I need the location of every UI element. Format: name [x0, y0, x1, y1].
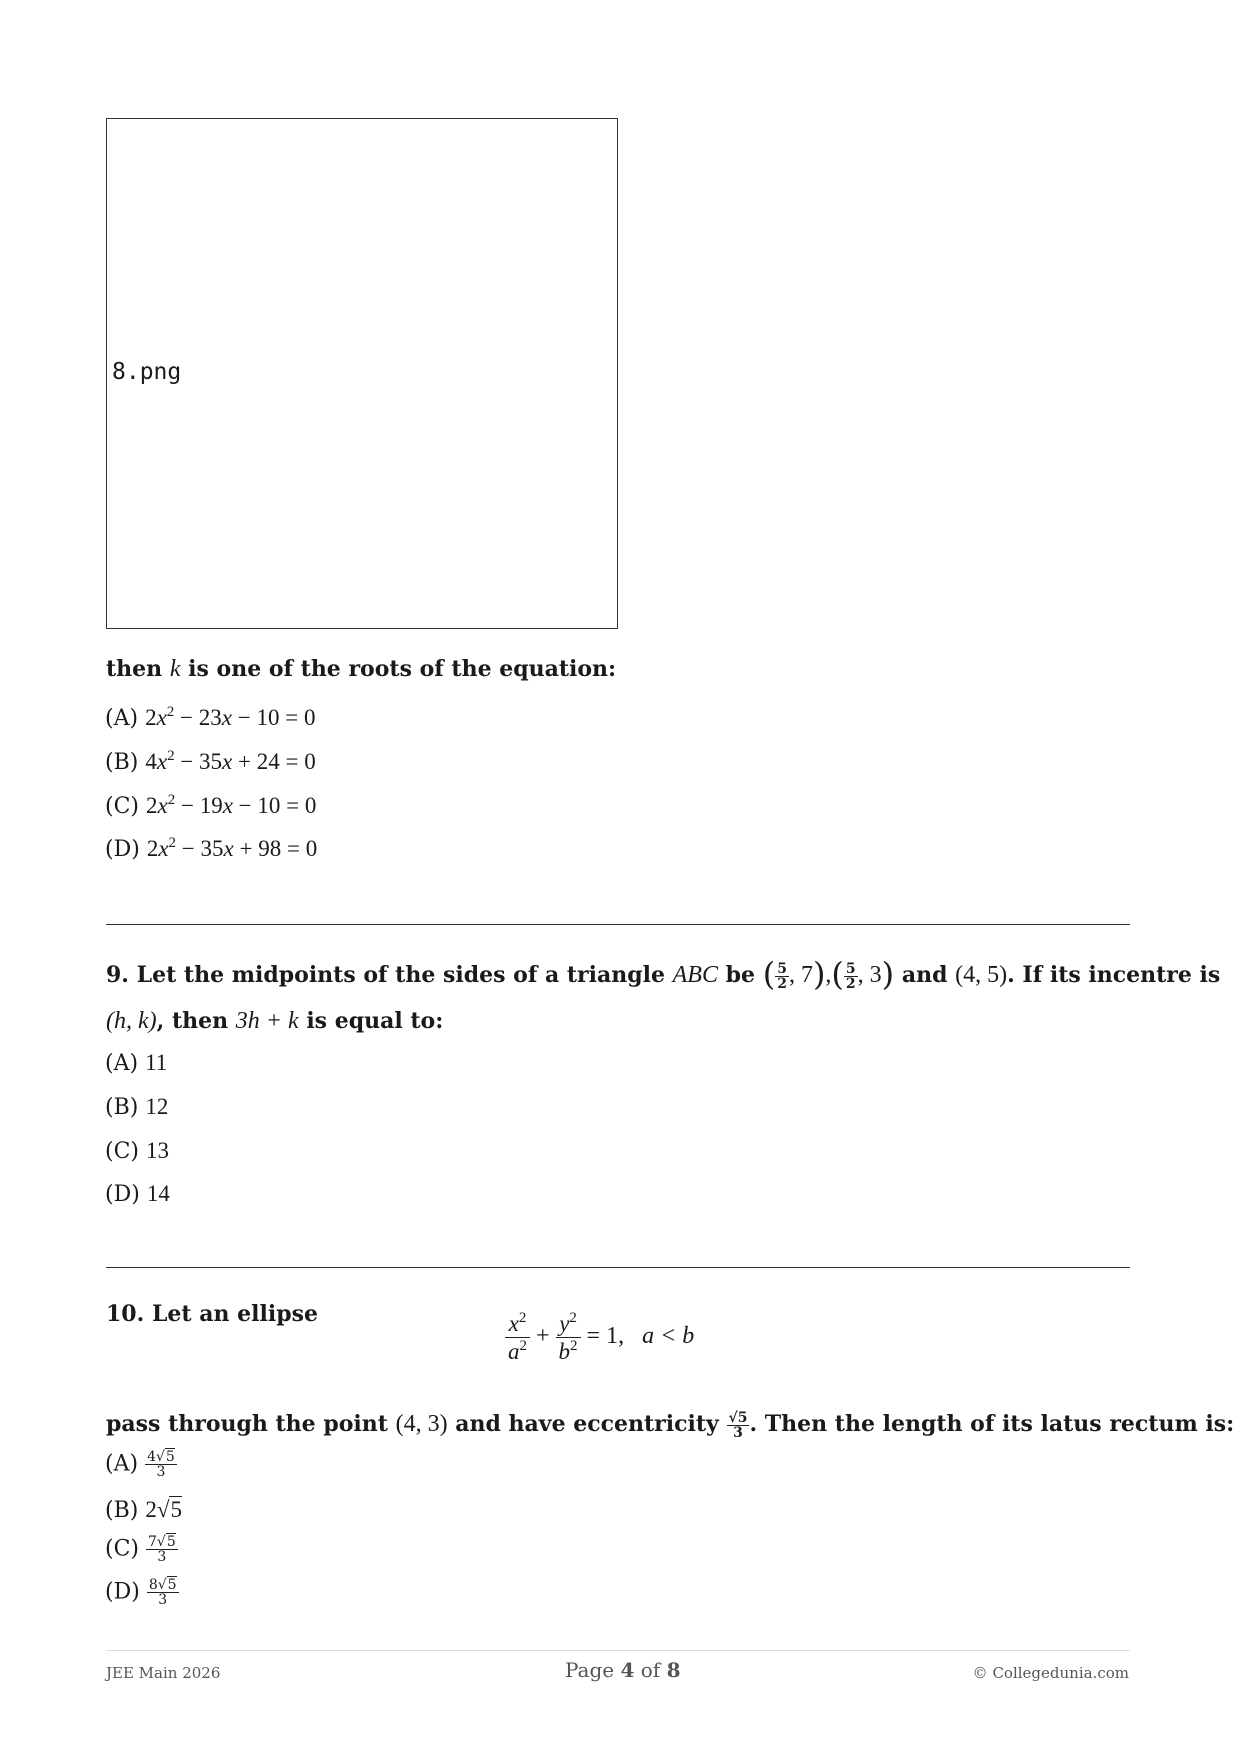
- q9-option-c[interactable]: (C) 13: [105, 1138, 169, 1164]
- ellipse-equation: $\frac{x^2}{a^2}$ + $\frac{y^2}{b^2}$ = 1, a < b: [505, 1310, 694, 1365]
- image-filename: 8.png: [112, 359, 182, 385]
- q10-option-a[interactable]: (A) $\frac{4√5}{3}$: [105, 1449, 175, 1480]
- divider: [106, 924, 1130, 925]
- q8-option-c[interactable]: (C) $2x^2 - 19x - 10 = 0$: [105, 792, 317, 819]
- question-10-stem: 10. Let an ellipse: [106, 1301, 318, 1327]
- question-10-stem-line2: pass through the point (4, 3) and have eccentricity $\frac{√5}{3}$ . Then the length of its latus rectum is:: [106, 1409, 1235, 1441]
- q8-option-b[interactable]: (B) $4x^2 - 35x + 24 = 0$: [105, 748, 316, 775]
- footer-copyright: © Collegedunia.com: [972, 1664, 1129, 1682]
- footer-divider: [106, 1650, 1130, 1651]
- question-8-stem: then k is one of the roots of the equation:: [106, 656, 617, 682]
- question-9-stem-line2: (h, k), then 3h + k is equal to:: [106, 1008, 444, 1034]
- footer-page-number: Page 4 of 8: [565, 1658, 681, 1682]
- q10-option-d[interactable]: (D) $\frac{8√5}{3}$: [105, 1577, 177, 1608]
- footer-exam-name: JEE Main 2026: [106, 1664, 221, 1682]
- q9-option-d[interactable]: (D) 14: [105, 1181, 170, 1207]
- question-9-stem-line1: 9. Let the midpoints of the sides of a triangle ABC be ( $\frac{5}{2}$ , 7),( $\frac{5}{2}$ , 3) and (4, 5). If its incentre is: [106, 955, 1221, 993]
- q10-option-c[interactable]: (C) $\frac{7√5}{3}$: [105, 1534, 176, 1565]
- q9-option-b[interactable]: (B) 12: [105, 1094, 169, 1120]
- q9-option-a[interactable]: (A) 11: [105, 1050, 168, 1076]
- divider: [106, 1267, 1130, 1268]
- q8-option-d[interactable]: (D) $2x^2 - 35x + 98 = 0$: [105, 835, 318, 862]
- image-placeholder: [106, 118, 618, 629]
- q10-option-b[interactable]: (B) 2√5: [105, 1497, 182, 1523]
- q8-option-a[interactable]: (A) $2x^2 - 23x - 10 = 0$: [105, 704, 316, 731]
